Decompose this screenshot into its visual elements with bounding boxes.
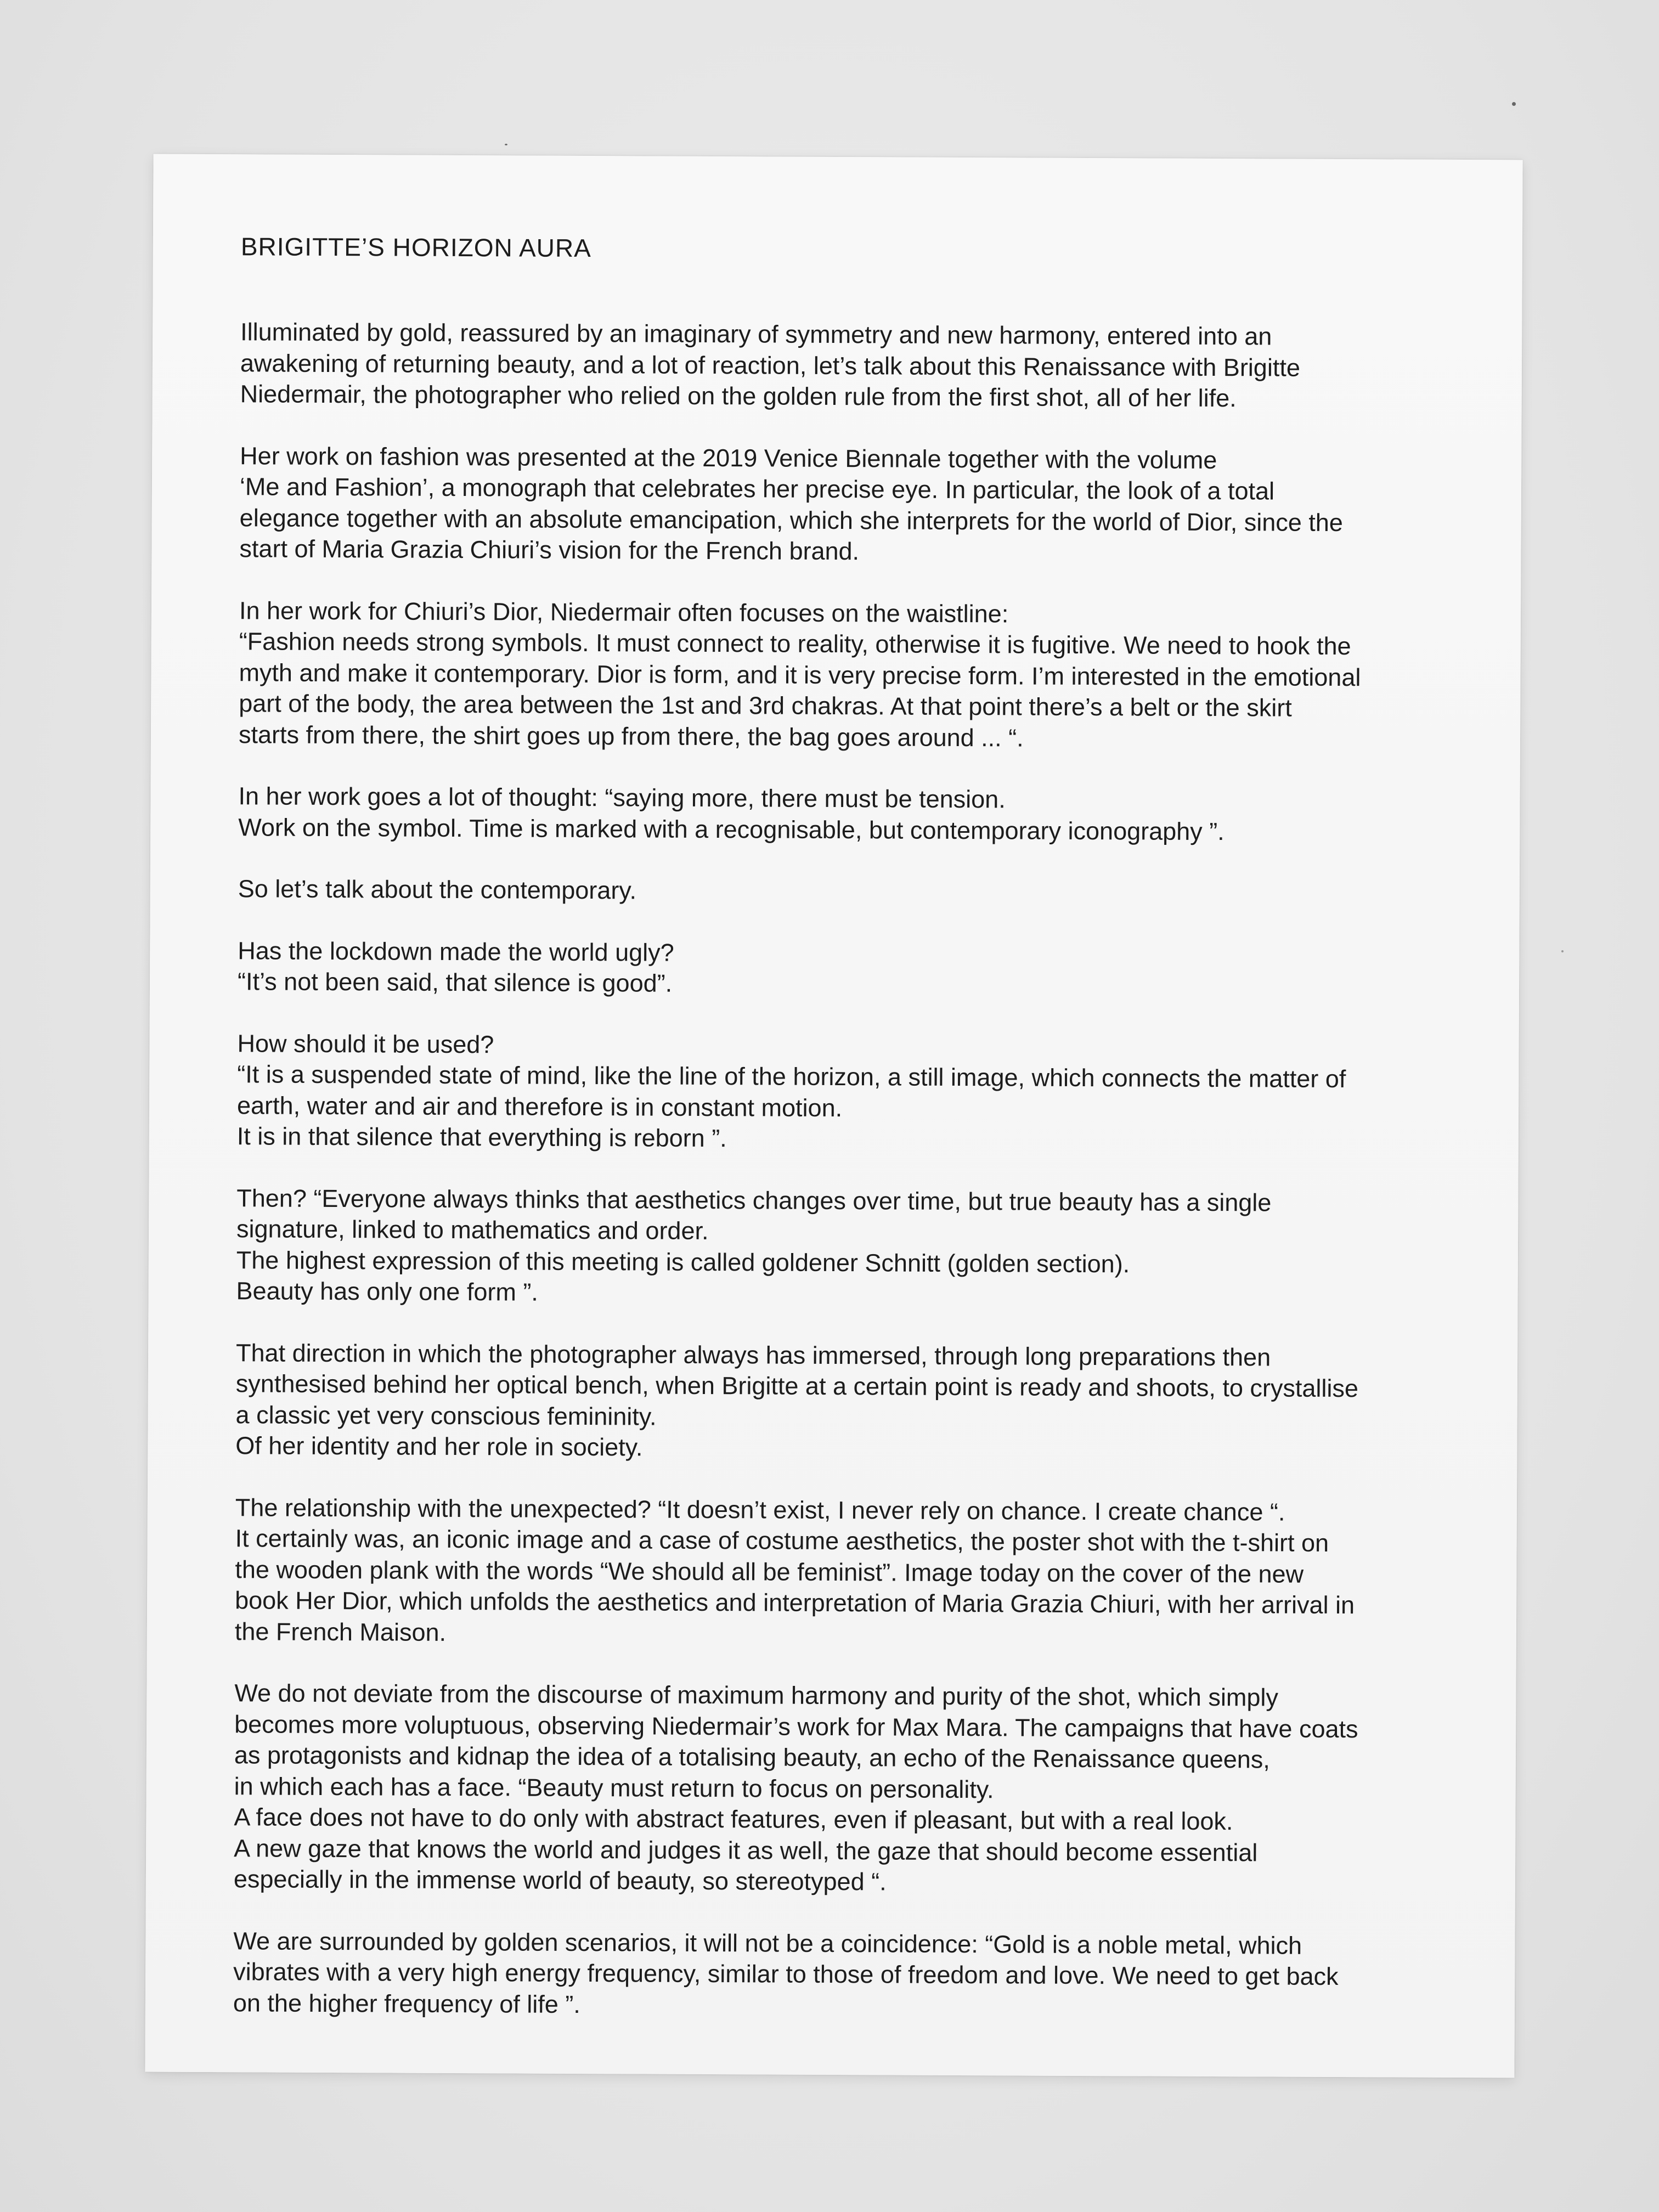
- paragraph: [238, 935, 1442, 1003]
- text-line: We are surrounded by golden scenarios, it will not be a coincidence: “Gold is a noble metal, which: [233, 1926, 1302, 1960]
- text-line: The relationship with the unexpected? “It doesn’t exist, I never rely on chance. I create chance “.: [235, 1493, 1285, 1526]
- text-line: signature, linked to mathematics and order.: [236, 1215, 709, 1245]
- text-line: “It’s not been said, that silence is good”.: [237, 967, 673, 997]
- paragraph: [236, 1183, 1441, 1312]
- text-line: elegance together with an absolute emancipation, which she interprets for the world of Dior, since the: [239, 503, 1344, 537]
- paragraph: [239, 595, 1444, 755]
- text-line: ‘Me and Fashion’, a monograph that celebrates her precise eye. In particular, the look of a total: [239, 472, 1275, 505]
- text-line: How should it be used?: [237, 1029, 494, 1058]
- document-title: BRIGITTE’S HORIZON AURA: [240, 232, 591, 263]
- text-line: starts from there, the shirt goes up from there, the bag goes around ... “.: [238, 720, 1024, 752]
- text-line: in which each has a face. “Beauty must return to focus on personality.: [234, 1771, 994, 1803]
- text-line: Of her identity and her role in society.: [235, 1431, 643, 1462]
- dust-speck: [1512, 102, 1516, 106]
- text-line: That direction in which the photographer always has immersed, through long preparations then: [235, 1338, 1271, 1371]
- text-line: earth, water and air and therefore is in constant motion.: [236, 1091, 843, 1122]
- paragraph: [233, 1926, 1438, 2024]
- text-line: myth and make it contemporary. Dior is form, and it is very precise form. I’m interested in the emotional: [239, 658, 1361, 691]
- text-line: The highest expression of this meeting is called goldener Schnitt (golden section).: [236, 1245, 1130, 1278]
- text-line: In her work goes a lot of thought: “saying more, there must be tension.: [238, 782, 1006, 814]
- text-line: Illuminated by gold, reassured by an imaginary of symmetry and new harmony, entered into an: [240, 318, 1272, 351]
- paragraph: [238, 873, 1443, 910]
- text-line: It is in that silence that everything is reborn ”.: [236, 1122, 727, 1153]
- text-line: Then? “Everyone always thinks that aesthetics changes over time, but true beauty has a single: [236, 1183, 1272, 1216]
- text-line: In her work for Chiuri’s Dior, Niedermair often focuses on the waistline:: [239, 596, 1009, 628]
- text-line: Has the lockdown made the world ugly?: [238, 936, 674, 967]
- paper-sheet: [145, 154, 1522, 2078]
- text-line: A face does not have to do only with abstract features, even if pleasant, but with a real look.: [234, 1803, 1233, 1836]
- text-line: part of the body, the area between the 1st and 3rd chakras. At that point there’s a belt or the skirt: [239, 689, 1292, 722]
- text-line: We do not deviate from the discourse of maximum harmony and purity of the shot, which simply: [234, 1679, 1279, 1712]
- text-line: Her work on fashion was presented at the 2019 Venice Biennale together with the volume: [240, 441, 1217, 474]
- document-body: [233, 317, 1446, 2024]
- text-line: book Her Dior, which unfolds the aesthetics and interpretation of Maria Grazia Chiuri, with her arrival in: [235, 1586, 1355, 1620]
- paragraph: [240, 317, 1446, 415]
- paragraph: [238, 781, 1443, 848]
- paragraph: [235, 1492, 1440, 1652]
- text-line: “It is a suspended state of mind, like the line of the horizon, a still image, which connects the matter of: [237, 1060, 1346, 1093]
- paragraph: [237, 1028, 1442, 1158]
- text-line: “Fashion needs strong symbols. It must connect to reality, otherwise it is fugitive. We need to hook the: [239, 627, 1351, 661]
- text-line: the wooden plank with the words “We should all be feminist”. Image today on the cover of the new: [235, 1555, 1304, 1588]
- text-line: becomes more voluptuous, observing Niedermair’s work for Max Mara. The campaigns that have coats: [234, 1709, 1358, 1743]
- paragraph: [239, 441, 1444, 570]
- text-line: as protagonists and kidnap the idea of a totalising beauty, an echo of the Renaissance queens,: [234, 1741, 1270, 1774]
- text-line: It certainly was, an iconic image and a case of costume aesthetics, the poster shot with the t-shirt on: [235, 1524, 1329, 1557]
- text-line: Beauty has only one form ”.: [236, 1277, 539, 1306]
- paragraph: [235, 1338, 1441, 1467]
- text-line: A new gaze that knows the world and judges it as well, the gaze that should become essential: [234, 1833, 1258, 1866]
- text-line: a classic yet very conscious femininity.: [235, 1400, 657, 1431]
- paragraph: [234, 1678, 1440, 1900]
- text-line: awakening of returning beauty, and a lot of reaction, let’s talk about this Renaissance with Brigitte: [240, 348, 1301, 382]
- text-line: Niedermair, the photographer who relied on the golden rule from the first shot, all of her life.: [240, 380, 1237, 413]
- text-line: start of Maria Grazia Chiuri’s vision for the French brand.: [239, 534, 860, 566]
- text-line: synthesised behind her optical bench, when Brigitte at a certain point is ready and shoots, to crystallise: [235, 1369, 1359, 1403]
- text-line: especially in the immense world of beauty, so stereotyped “.: [233, 1865, 887, 1896]
- text-line: on the higher frequency of life ”.: [233, 1988, 580, 2018]
- dust-speck: [505, 144, 507, 145]
- text-line: Work on the symbol. Time is marked with a recognisable, but contemporary iconography ”.: [238, 812, 1224, 845]
- dust-speck: [1561, 950, 1564, 952]
- text-line: So let’s talk about the contemporary.: [238, 874, 637, 905]
- text-line: the French Maison.: [234, 1617, 447, 1646]
- text-line: vibrates with a very high energy frequency, similar to those of freedom and love. We need to get back: [233, 1957, 1339, 1991]
